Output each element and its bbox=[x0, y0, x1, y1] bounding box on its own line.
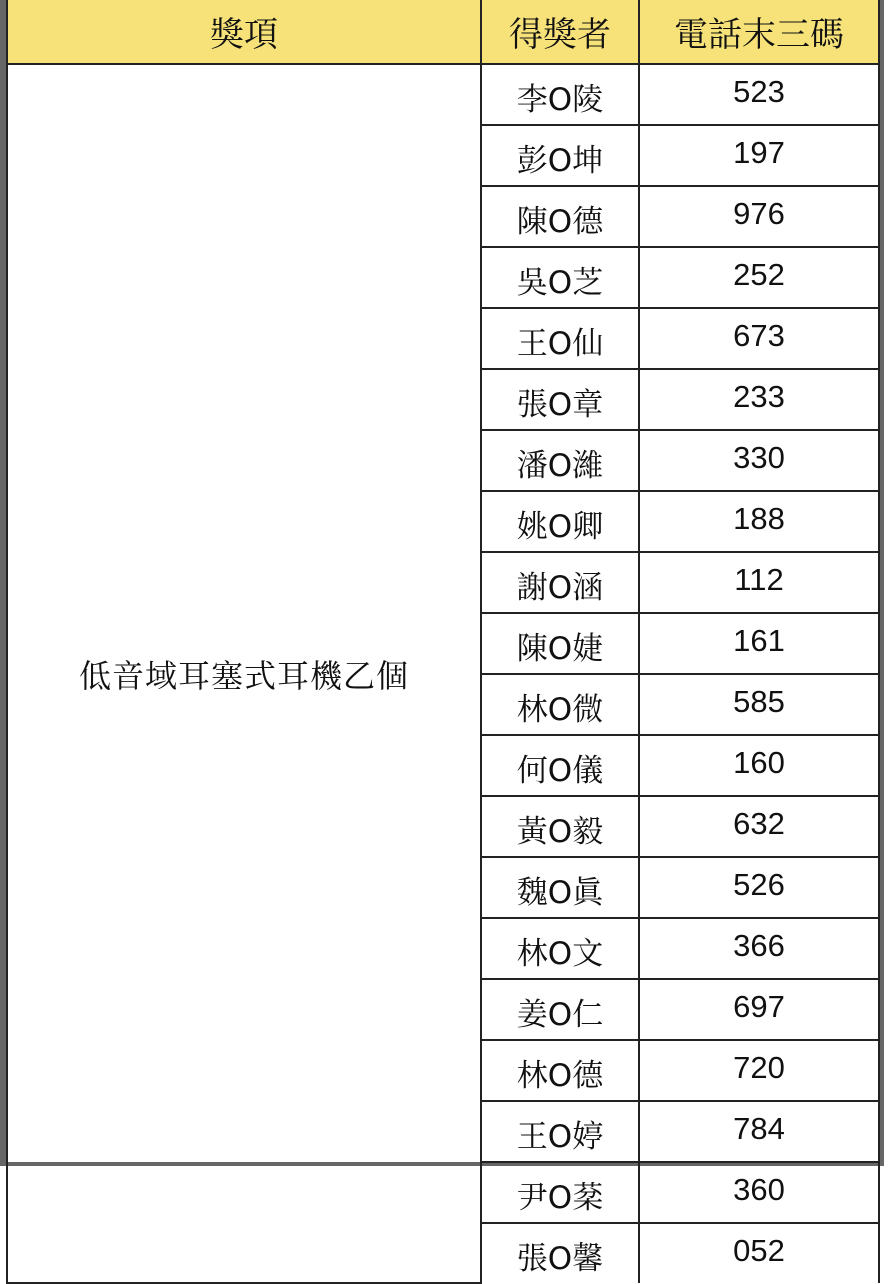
winner-name-cell: 王O婷 bbox=[481, 1101, 639, 1162]
phone-digits-cell: 697 bbox=[639, 979, 879, 1040]
phone-digits-cell: 252 bbox=[639, 247, 879, 308]
winner-name-cell: 潘O濰 bbox=[481, 430, 639, 491]
table-row bbox=[7, 64, 879, 125]
phone-digits-cell: 197 bbox=[639, 125, 879, 186]
phone-digits-cell: 673 bbox=[639, 308, 879, 369]
phone-digits-cell: 330 bbox=[639, 430, 879, 491]
winner-name-cell: 何O儀 bbox=[481, 735, 639, 796]
winner-name-cell: 陳O婕 bbox=[481, 613, 639, 674]
winner-name-cell: 黃O毅 bbox=[481, 796, 639, 857]
winner-name-cell: 姚O卿 bbox=[481, 491, 639, 552]
prize-cell: 低音域耳塞式耳機乙個 bbox=[7, 64, 481, 1283]
header-winner: 得獎者 bbox=[481, 0, 639, 64]
phone-digits-cell: 976 bbox=[639, 186, 879, 247]
phone-digits-cell: 784 bbox=[639, 1101, 879, 1162]
winner-name-cell: 林O文 bbox=[481, 918, 639, 979]
winner-name-cell: 魏O眞 bbox=[481, 857, 639, 918]
winner-name-cell: 王O仙 bbox=[481, 308, 639, 369]
winner-name-cell: 尹O棻 bbox=[481, 1162, 639, 1223]
phone-digits-cell: 112 bbox=[639, 552, 879, 613]
phone-digits-cell: 585 bbox=[639, 674, 879, 735]
winner-name-cell: 林O德 bbox=[481, 1040, 639, 1101]
phone-digits-cell: 360 bbox=[639, 1162, 879, 1223]
winners-table bbox=[6, 0, 880, 1284]
phone-digits-cell: 523 bbox=[639, 64, 879, 125]
winner-name-cell: 謝O涵 bbox=[481, 552, 639, 613]
phone-digits-cell: 526 bbox=[639, 857, 879, 918]
phone-digits-cell: 720 bbox=[639, 1040, 879, 1101]
header-prize: 獎項 bbox=[7, 0, 481, 64]
phone-digits-cell: 233 bbox=[639, 369, 879, 430]
phone-digits-cell: 160 bbox=[639, 735, 879, 796]
winner-name-cell: 林O微 bbox=[481, 674, 639, 735]
winner-name-cell: 彭O坤 bbox=[481, 125, 639, 186]
winner-name-cell: 張O馨 bbox=[481, 1223, 639, 1283]
winner-name-cell: 吳O芝 bbox=[481, 247, 639, 308]
phone-digits-cell: 366 bbox=[639, 918, 879, 979]
winner-name-cell: 陳O德 bbox=[481, 186, 639, 247]
header-row bbox=[7, 0, 879, 64]
winner-name-cell: 張O章 bbox=[481, 369, 639, 430]
header-phone-last-three: 電話末三碼 bbox=[639, 0, 879, 64]
phone-digits-cell: 052 bbox=[639, 1223, 879, 1283]
phone-digits-cell: 188 bbox=[639, 491, 879, 552]
phone-digits-cell: 632 bbox=[639, 796, 879, 857]
phone-digits-cell: 161 bbox=[639, 613, 879, 674]
winner-name-cell: 李O陵 bbox=[481, 64, 639, 125]
winner-name-cell: 姜O仁 bbox=[481, 979, 639, 1040]
